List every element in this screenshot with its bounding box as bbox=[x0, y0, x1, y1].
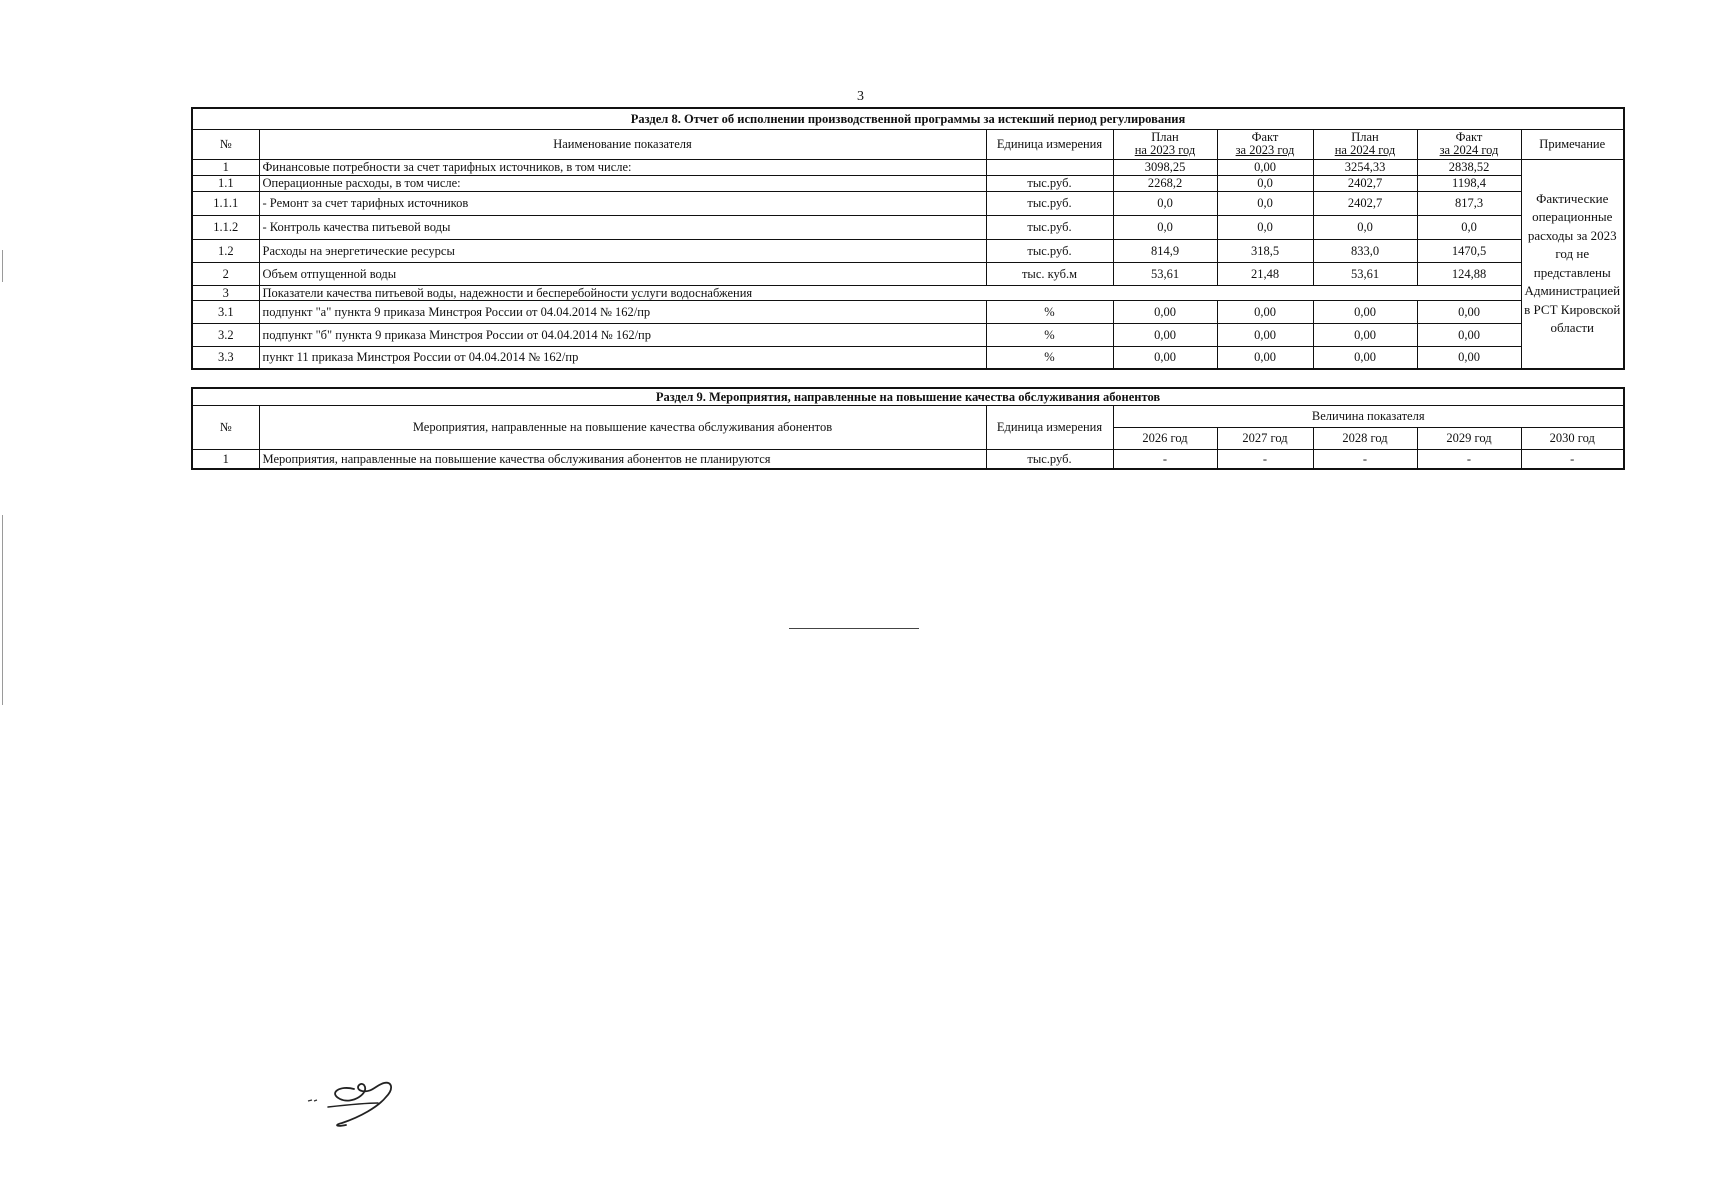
value-fact-2024: 1470,5 bbox=[1417, 239, 1521, 262]
table-row bbox=[192, 215, 1624, 239]
table-row bbox=[192, 191, 1624, 215]
value-2029: - bbox=[1417, 449, 1521, 469]
header-year-2029: 2029 год bbox=[1417, 427, 1521, 449]
value-2028: - bbox=[1313, 449, 1417, 469]
value-fact-2023: 0,00 bbox=[1217, 346, 1313, 369]
header-year-2028: 2028 год bbox=[1313, 427, 1417, 449]
header-name: Мероприятия, направленные на повышение качества обслуживания абонентов bbox=[259, 405, 986, 449]
row-name: Финансовые потребности за счет тарифных источников, в том числе: bbox=[259, 159, 986, 175]
row-unit: тыс. куб.м bbox=[986, 262, 1113, 285]
header-year-2026: 2026 год bbox=[1113, 427, 1217, 449]
row-num: 2 bbox=[192, 262, 259, 285]
section9-header-row bbox=[192, 405, 1624, 427]
row-num: 3.1 bbox=[192, 300, 259, 323]
row-unit: % bbox=[986, 300, 1113, 323]
value-plan-2023: 814,9 bbox=[1113, 239, 1217, 262]
header-note: Примечание bbox=[1521, 129, 1624, 159]
section9-table bbox=[191, 387, 1625, 470]
header-plan-2023-line1: План bbox=[1151, 130, 1179, 144]
value-plan-2023: 3098,25 bbox=[1113, 159, 1217, 175]
header-plan-2024-line1: План bbox=[1351, 130, 1379, 144]
value-2026: - bbox=[1113, 449, 1217, 469]
row-unit: тыс.руб. bbox=[986, 175, 1113, 191]
header-year-2030: 2030 год bbox=[1521, 427, 1624, 449]
header-plan-2023 bbox=[1113, 129, 1217, 159]
row-name: Расходы на энергетические ресурсы bbox=[259, 239, 986, 262]
value-plan-2023: 0,0 bbox=[1113, 215, 1217, 239]
value-fact-2024: 124,88 bbox=[1417, 262, 1521, 285]
row-unit bbox=[986, 159, 1113, 175]
header-year-2027: 2027 год bbox=[1217, 427, 1313, 449]
value-fact-2023: 0,00 bbox=[1217, 159, 1313, 175]
section8-title: Раздел 8. Отчет об исполнении производственной программы за истекший период регулирования bbox=[192, 108, 1624, 129]
value-plan-2024: 0,00 bbox=[1313, 323, 1417, 346]
row-num: 3.2 bbox=[192, 323, 259, 346]
page-number: 3 bbox=[857, 89, 864, 104]
header-fact-2024-line1: Факт bbox=[1455, 130, 1483, 144]
value-plan-2023: 0,00 bbox=[1113, 323, 1217, 346]
value-fact-2024: 0,00 bbox=[1417, 300, 1521, 323]
value-fact-2023: 318,5 bbox=[1217, 239, 1313, 262]
row-num: 3 bbox=[192, 285, 259, 300]
header-plan-2024 bbox=[1313, 129, 1417, 159]
table-row bbox=[192, 159, 1624, 175]
table-row bbox=[192, 239, 1624, 262]
value-plan-2024: 0,0 bbox=[1313, 215, 1417, 239]
row-num: 1.1.1 bbox=[192, 191, 259, 215]
table-row bbox=[192, 175, 1624, 191]
value-plan-2023: 53,61 bbox=[1113, 262, 1217, 285]
row-unit: тыс.руб. bbox=[986, 449, 1113, 469]
value-plan-2023: 0,0 bbox=[1113, 191, 1217, 215]
signature bbox=[306, 1077, 426, 1137]
scan-edge-mark bbox=[2, 515, 3, 705]
value-fact-2023: 0,0 bbox=[1217, 191, 1313, 215]
header-fact-2023 bbox=[1217, 129, 1313, 159]
table-row bbox=[192, 262, 1624, 285]
value-plan-2024: 0,00 bbox=[1313, 346, 1417, 369]
header-plan-2023-line2: на 2023 год bbox=[1134, 143, 1196, 157]
section9-title: Раздел 9. Мероприятия, направленные на повышение качества обслуживания абонентов bbox=[192, 388, 1624, 405]
table-row bbox=[192, 449, 1624, 469]
value-fact-2023: 0,00 bbox=[1217, 323, 1313, 346]
row-num: 1.2 bbox=[192, 239, 259, 262]
value-fact-2024: 1198,4 bbox=[1417, 175, 1521, 191]
value-fact-2023: 0,00 bbox=[1217, 300, 1313, 323]
header-num: № bbox=[192, 129, 259, 159]
row-name: подпункт "а" пункта 9 приказа Минстроя России от 04.04.2014 № 162/пр bbox=[259, 300, 986, 323]
section8-header-row bbox=[192, 129, 1624, 159]
row-num: 3.3 bbox=[192, 346, 259, 369]
row-num: 1 bbox=[192, 449, 259, 469]
row-num: 1 bbox=[192, 159, 259, 175]
value-plan-2023: 2268,2 bbox=[1113, 175, 1217, 191]
value-plan-2023: 0,00 bbox=[1113, 300, 1217, 323]
row-name: Объем отпущенной воды bbox=[259, 262, 986, 285]
header-num: № bbox=[192, 405, 259, 449]
table-row bbox=[192, 285, 1624, 300]
row-name: Мероприятия, направленные на повышение качества обслуживания абонентов не планируются bbox=[259, 449, 986, 469]
header-fact-2023-line1: Факт bbox=[1251, 130, 1279, 144]
header-fact-2024-line2: за 2024 год bbox=[1439, 143, 1499, 157]
row-name: подпункт "б" пункта 9 приказа Минстроя России от 04.04.2014 № 162/пр bbox=[259, 323, 986, 346]
value-fact-2024: 0,00 bbox=[1417, 323, 1521, 346]
row-unit: тыс.руб. bbox=[986, 239, 1113, 262]
value-fact-2023: 21,48 bbox=[1217, 262, 1313, 285]
header-name: Наименование показателя bbox=[259, 129, 986, 159]
row-name: пункт 11 приказа Минстроя России от 04.04.2014 № 162/пр bbox=[259, 346, 986, 369]
value-plan-2024: 833,0 bbox=[1313, 239, 1417, 262]
value-fact-2024: 0,0 bbox=[1417, 215, 1521, 239]
value-2027: - bbox=[1217, 449, 1313, 469]
section8-table bbox=[191, 107, 1625, 370]
value-plan-2024: 53,61 bbox=[1313, 262, 1417, 285]
table-row bbox=[192, 346, 1624, 369]
value-plan-2023: 0,00 bbox=[1113, 346, 1217, 369]
note-cell: Фактические операционные расходы за 2023 год не представлены Администрацией в РСТ Кировской области bbox=[1521, 159, 1624, 369]
value-fact-2023: 0,0 bbox=[1217, 175, 1313, 191]
value-plan-2024: 2402,7 bbox=[1313, 191, 1417, 215]
row-unit: % bbox=[986, 346, 1113, 369]
value-fact-2024: 817,3 bbox=[1417, 191, 1521, 215]
row-num: 1.1 bbox=[192, 175, 259, 191]
value-plan-2024: 0,00 bbox=[1313, 300, 1417, 323]
header-value-group: Величина показателя bbox=[1113, 405, 1624, 427]
row-unit: % bbox=[986, 323, 1113, 346]
value-fact-2023: 0,0 bbox=[1217, 215, 1313, 239]
separator-line bbox=[789, 628, 919, 629]
value-plan-2024: 2402,7 bbox=[1313, 175, 1417, 191]
value-plan-2024: 3254,33 bbox=[1313, 159, 1417, 175]
row-unit: тыс.руб. bbox=[986, 215, 1113, 239]
header-unit: Единица измерения bbox=[986, 129, 1113, 159]
header-fact-2024 bbox=[1417, 129, 1521, 159]
row-unit: тыс.руб. bbox=[986, 191, 1113, 215]
header-fact-2023-line2: за 2023 год bbox=[1235, 143, 1295, 157]
value-2030: - bbox=[1521, 449, 1624, 469]
scan-edge-mark bbox=[2, 250, 3, 282]
row-name: - Контроль качества питьевой воды bbox=[259, 215, 986, 239]
table-row bbox=[192, 300, 1624, 323]
row-name: - Ремонт за счет тарифных источников bbox=[259, 191, 986, 215]
header-unit: Единица измерения bbox=[986, 405, 1113, 449]
header-plan-2024-line2: на 2024 год bbox=[1334, 143, 1396, 157]
row-num: 1.1.2 bbox=[192, 215, 259, 239]
value-fact-2024: 0,00 bbox=[1417, 346, 1521, 369]
table-row bbox=[192, 323, 1624, 346]
row-name: Операционные расходы, в том числе: bbox=[259, 175, 986, 191]
value-fact-2024: 2838,52 bbox=[1417, 159, 1521, 175]
row-name: Показатели качества питьевой воды, надежности и бесперебойности услуги водоснабжения bbox=[259, 285, 1521, 300]
